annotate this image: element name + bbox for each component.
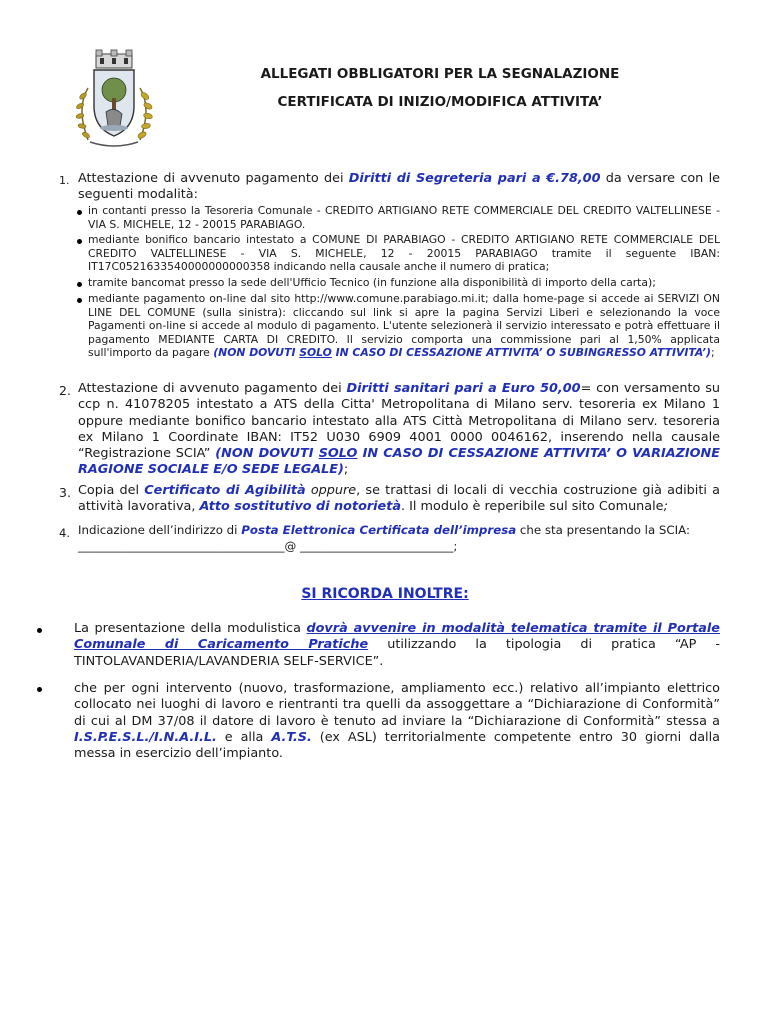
municipal-crest-emblem bbox=[66, 48, 162, 152]
bullet-dot bbox=[77, 239, 82, 244]
bullet-dot bbox=[37, 687, 42, 692]
pec-address-blank: ___________________________________@ __________________________; bbox=[78, 538, 458, 553]
bullet-dot bbox=[77, 282, 82, 287]
item-number: 3. bbox=[59, 485, 71, 500]
document-title-line-2: CERTIFICATA DI INIZIO/MODIFICA ATTIVITA’ bbox=[277, 94, 603, 110]
item-3-text: Copia del Certificato di Agibilità oppure, se trattasi di locali di vecchia costruzione già adibiti a attività lavorativa, Atto sostitutivo di notorietà. Il modulo è reperibile sul sito Comunale; bbox=[78, 483, 720, 515]
item-4-text: Indicazione dell’indirizzo di Posta Elettronica Certificata dell’impresa che sta presentando la SCIA: ___________________________________@ __________________________; bbox=[78, 523, 690, 553]
reminder-paragraph-2: che per ogni intervento (nuovo, trasformazione, ampliamento ecc.) relativo all’impianto elettrico collocato nei luoghi di lavoro e rientranti tra quelli da assoggettare a “Dichiarazione di Conformità” di cui al DM 37/08 il datore di lavoro è tenuto ad inviare la “Dichiarazione di Conformità” stessa a I.S.P.E.S.L./I.N.A.I.L. e alla A.T.S. (ex ASL) territorialmente competente entro 30 giorni dalla messa in esercizio dell’impianto. bbox=[74, 681, 721, 762]
item-2-text: Attestazione di avvenuto pagamento dei Diritti sanitari pari a Euro 50,00= con versamento su ccp n. 41078205 intestato a ATS della Citta' Metropolitana di Milano serv. tesoreria ex Milano 1 oppure mediante bonifico bancario intestato alla ATS Città Metropolitana di Milano serv. tesoreria ex Milano 1 Coordinate IBAN: IT52 U030 6909 4001 0000 0046162, inserendo nella causale “Registrazione SCIA” (NON DOVUTI SOLO IN CASO DI CESSAZIONE ATTIVITA’ O VARIAZIONE RAGIONE SOCIALE E/O SEDE LEGALE); bbox=[78, 381, 721, 478]
item-number: 4. bbox=[59, 526, 70, 540]
payment-option-4: mediante pagamento on-line dal sito http://www.comune.parabiago.mi.it; dalla home-page si accede ai SERVIZI ON LINE DEL COMUNE (sulla sinistra): cliccando sul link si apre la pagina Servizi Liberi e selezionando la voce Pagamenti on-line si accede al modulo di pagamento. L'utente selezionerà il servizio interessato e potrà effettuare il pagamento MEDIANTE CARTA DI CREDITO. Il servizio comporta una commissione pari al 1,50% applicata sull'importo da pagare (NON DOVUTI SOLO IN CASO DI CESSAZIONE ATTIVITA’ O SUBINGRESSO ATTIVITA’); bbox=[88, 292, 720, 360]
bullet-dot bbox=[37, 628, 42, 633]
section-heading: SI RICORDA INOLTRE: bbox=[301, 586, 469, 602]
item-1-text: Attestazione di avvenuto pagamento dei Diritti di Segreteria pari a €.78,00 da versare con le seguenti modalità: bbox=[78, 171, 720, 203]
reminder-paragraph-1: La presentazione della modulistica dovrà avvenire in modalità telematica tramite il Portale Comunale di Caricamento Pratiche utilizzando la tipologia di pratica “AP - TINTOLAVANDERIA/LAVANDERIA SELF-SERVICE”. bbox=[74, 621, 720, 669]
bullet-dot bbox=[77, 210, 82, 215]
item-number: 2. bbox=[59, 383, 71, 398]
item-number: 1. bbox=[59, 174, 70, 187]
payment-option-3: tramite bancomat presso la sede dell'Ufficio Tecnico (in funzione alla disponibilità di importo della carta); bbox=[88, 276, 656, 289]
bullet-dot bbox=[77, 298, 82, 303]
payment-option-2: mediante bonifico bancario intestato a COMUNE DI PARABIAGO - CREDITO ARTIGIANO RETE COMMERCIALE DEL CREDITO VALTELLINESE - VIA S. MICHELE, 12 - 20015 PARABIAGO tramite il seguente IBAN: IT17C0521633540000000000358 indicando nella causale anche il numero di pratica; bbox=[88, 233, 720, 274]
document-title-line-1: ALLEGATI OBBLIGATORI PER LA SEGNALAZIONE bbox=[260, 66, 620, 82]
payment-option-1: in contanti presso la Tesoreria Comunale - CREDITO ARTIGIANO RETE COMMERCIALE DEL CREDITO VALTELLINESE - VIA S. MICHELE, 12 - 20015 PARABIAGO. bbox=[88, 204, 720, 231]
